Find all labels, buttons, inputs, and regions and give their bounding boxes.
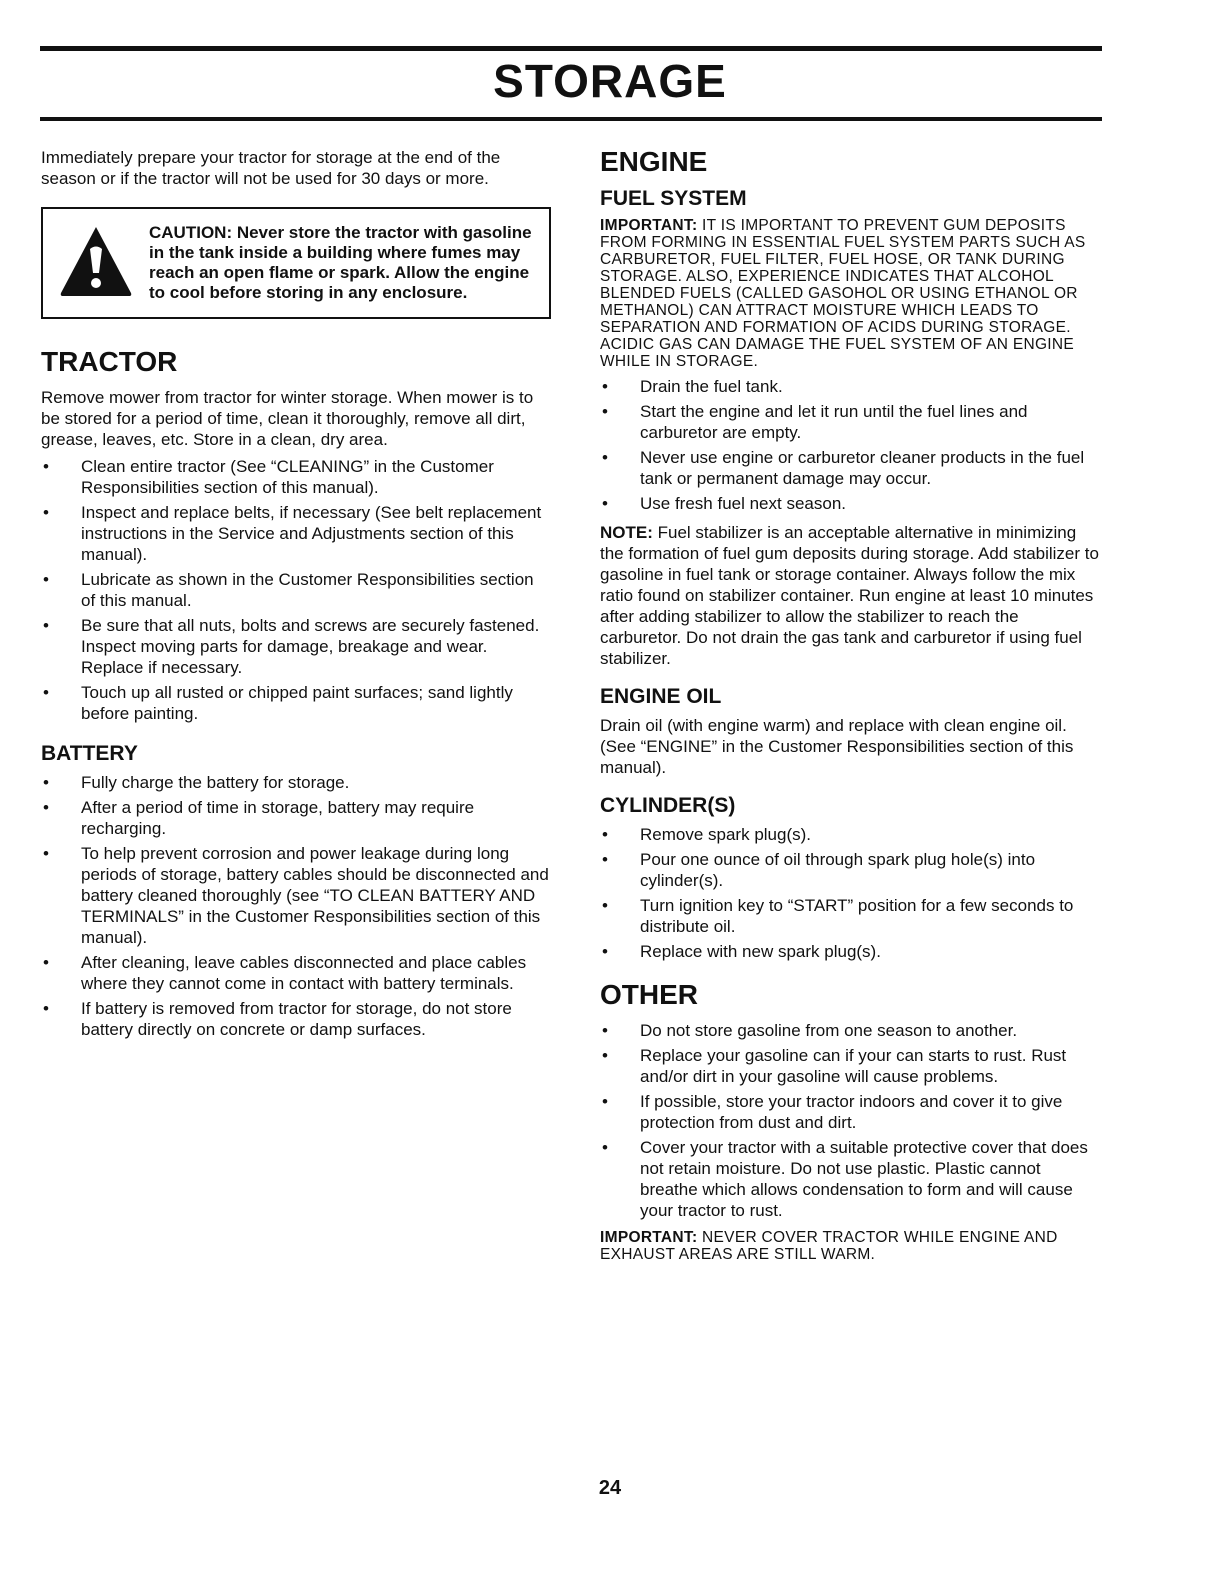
engine-oil-paragraph: Drain oil (with engine warm) and replace with clean engine oil. (See “ENGINE” in the Customer Responsibilities section of this manual).	[600, 716, 1074, 777]
fuel-note-paragraph	[600, 522, 1103, 669]
tractor-heading: TRACTOR	[41, 346, 178, 377]
caution-box	[41, 207, 551, 319]
left-column	[41, 147, 551, 1048]
important-label: IMPORTANT:	[600, 217, 698, 234]
important-text: IT IS IMPORTANT TO PREVENT GUM DEPOSITS FROM FORMING IN ESSENTIAL FUEL SYSTEM PARTS SUCH AS CARBURETOR, FUEL FILTER, FUEL HOSE, OR TANK DURING STORAGE. ALSO, EXPERIENCE INDICATES THAT ALCOHOL BLENDED FUELS (CALLED GASOHOL OR USING ETHANOL OR METHANOL) CAN ATTRACT MOISTURE WHICH LEADS TO SEPARATION AND FORMATION OF ACIDS DURING STORAGE. ACIDIC GAS CAN DAMAGE THE FUEL SYSTEM OF AN ENGINE WHILE IN STORAGE.	[600, 217, 1086, 370]
intro-paragraph: Immediately prepare your tractor for storage at the end of the season or if the tractor will not be used for 30 days or more.	[41, 148, 501, 188]
list-item: • Turn ignition key to “START” position for a few seconds to distribute oil.	[600, 895, 1103, 937]
list-item: • Touch up all rusted or chipped paint surfaces; sand lightly before painting.	[41, 682, 551, 724]
list-item: • Drain the fuel tank.	[600, 376, 1103, 397]
important-label: IMPORTANT:	[600, 1229, 698, 1246]
engine-oil-heading: ENGINE OIL	[600, 685, 722, 708]
warning-triangle-icon	[57, 221, 135, 299]
important-text: NEVER COVER TRACTOR WHILE ENGINE AND EXHAUST AREAS ARE STILL WARM.	[600, 1229, 1058, 1263]
other-heading: OTHER	[600, 979, 698, 1010]
top-rule	[40, 46, 1102, 51]
list-item: • Start the engine and let it run until the fuel lines and carburetor are empty.	[600, 401, 1103, 443]
tractor-list	[41, 456, 551, 724]
list-item: • After cleaning, leave cables disconnected and place cables where they cannot come in contact with battery terminals.	[41, 952, 551, 994]
cylinders-list	[600, 824, 1103, 962]
other-important-paragraph	[600, 1229, 1103, 1263]
list-item: • Use fresh fuel next season.	[600, 493, 1103, 514]
engine-heading: ENGINE	[600, 146, 708, 177]
list-item: • After a period of time in storage, battery may require recharging.	[41, 797, 551, 839]
list-item: • Inspect and replace belts, if necessary (See belt replacement instructions in the Service and Adjustments section of this manual).	[41, 502, 551, 565]
note-text: Fuel stabilizer is an acceptable alternative in minimizing the formation of fuel gum deposits during storage. Add stabilizer to gasoline in fuel tank or storage container. Always follow the mix ratio found on stabilizer container. Run engine at least 10 minutes after adding stabilizer to allow the stabilizer to reach the carburetor. Do not drain the gas tank and carburetor if using fuel stabilizer.	[600, 523, 1099, 668]
list-item: • Do not store gasoline from one season to another.	[600, 1020, 1103, 1041]
cylinders-heading: CYLINDER(S)	[600, 794, 736, 817]
list-item: • Replace your gasoline can if your can starts to rust. Rust and/or dirt in your gasoline will cause problems.	[600, 1045, 1103, 1087]
list-item: • Cover your tractor with a suitable protective cover that does not retain moisture. Do not use plastic. Plastic cannot breathe which allows condensation to form and will cause your tractor to rust.	[600, 1137, 1103, 1221]
tractor-paragraph: Remove mower from tractor for winter storage. When mower is to be stored for a period of time, clean it thoroughly, remove all dirt, grease, leaves, etc. Store in a clean, dry area.	[41, 388, 534, 449]
list-item: • Pour one ounce of oil through spark plug hole(s) into cylinder(s).	[600, 849, 1103, 891]
fuel-system-list	[600, 376, 1103, 514]
list-item: • Clean entire tractor (See “CLEANING” in the Customer Responsibilities section of this manual).	[41, 456, 551, 498]
list-item: • Remove spark plug(s).	[600, 824, 1103, 845]
page-title: STORAGE	[493, 55, 727, 107]
list-item: • Lubricate as shown in the Customer Responsibilities section of this manual.	[41, 569, 551, 611]
page-number: 24	[598, 1477, 622, 1499]
list-item: • Replace with new spark plug(s).	[600, 941, 1103, 962]
battery-heading: BATTERY	[41, 742, 138, 765]
list-item: • If possible, store your tractor indoors and cover it to give protection from dust and dirt.	[600, 1091, 1103, 1133]
right-column	[600, 147, 1103, 1269]
list-item: • To help prevent corrosion and power leakage during long periods of storage, battery cables should be disconnected and battery cleaned thoroughly (see “TO CLEAN BATTERY AND TERMINALS” in the Customer Responsibilities section of this manual).	[41, 843, 551, 948]
list-item: • Fully charge the battery for storage.	[41, 772, 551, 793]
note-label: NOTE:	[600, 523, 653, 542]
fuel-system-heading: FUEL SYSTEM	[600, 187, 747, 210]
list-item: • Be sure that all nuts, bolts and screws are securely fastened. Inspect moving parts for damage, breakage and wear. Replace if necessary.	[41, 615, 551, 678]
battery-list	[41, 772, 551, 1040]
list-item: • Never use engine or carburetor cleaner products in the fuel tank or permanent damage may occur.	[600, 447, 1103, 489]
fuel-important-paragraph	[600, 217, 1103, 370]
header-bottom-rule	[40, 117, 1102, 121]
other-list	[600, 1020, 1103, 1221]
caution-text: CAUTION: Never store the tractor with gasoline in the tank inside a building where fumes may reach an open flame or spark. Allow the engine to cool before storing in any enclosure.	[149, 223, 532, 302]
list-item: • If battery is removed from tractor for storage, do not store battery directly on concrete or damp surfaces.	[41, 998, 551, 1040]
